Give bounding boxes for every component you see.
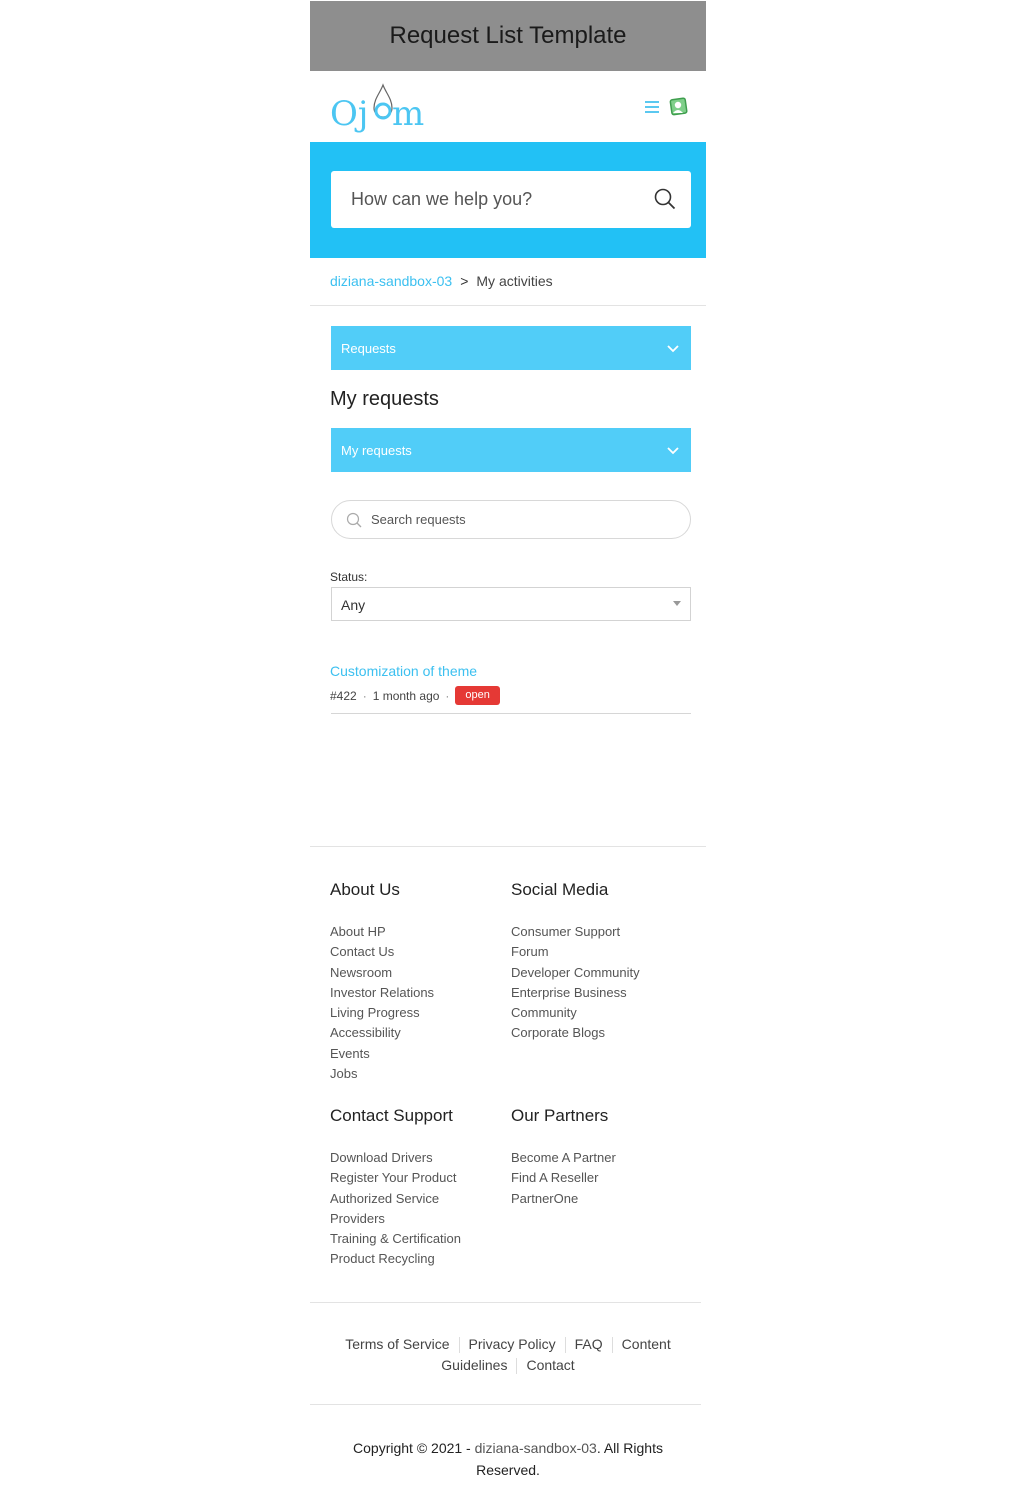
footer-link[interactable]: Living Progress bbox=[330, 1005, 420, 1021]
copyright-site-link[interactable]: diziana-sandbox-03 bbox=[474, 1440, 597, 1456]
footer-link[interactable]: Become A Partner bbox=[511, 1150, 616, 1165]
svg-text:m: m bbox=[392, 94, 425, 133]
faq-link[interactable]: FAQ bbox=[574, 1336, 603, 1352]
legal-divider-bottom bbox=[310, 1404, 701, 1405]
page-title: My requests bbox=[330, 388, 439, 410]
breadcrumb-divider bbox=[310, 305, 706, 306]
legal-divider-top bbox=[310, 1302, 701, 1303]
status-select-value: Any bbox=[341, 597, 366, 613]
footer-link[interactable]: About HP bbox=[330, 924, 386, 939]
footer-link[interactable]: Accessibility bbox=[330, 1025, 401, 1041]
activities-select[interactable] bbox=[331, 326, 691, 370]
requests-filter-value: My requests bbox=[341, 443, 412, 458]
user-menu-button[interactable] bbox=[668, 96, 690, 123]
footer-link[interactable]: Providers bbox=[330, 1210, 385, 1226]
footer-heading: Social Media bbox=[511, 880, 609, 899]
request-divider bbox=[331, 713, 691, 714]
footer-link[interactable]: Events bbox=[330, 1045, 370, 1061]
svg-text:Oj: Oj bbox=[330, 94, 369, 133]
search-icon[interactable] bbox=[653, 187, 677, 216]
footer-link[interactable]: Investor Relations bbox=[330, 984, 435, 1000]
terms-link[interactable]: Terms of Service bbox=[345, 1336, 450, 1352]
footer-link[interactable]: Training & Certification bbox=[330, 1231, 462, 1247]
template-banner bbox=[310, 1, 706, 71]
user-icon bbox=[668, 96, 690, 118]
footer-link[interactable]: PartnerOne bbox=[511, 1190, 579, 1206]
privacy-link[interactable]: Privacy Policy bbox=[468, 1336, 556, 1352]
chevron-down-icon bbox=[667, 342, 679, 357]
activities-select-value: Requests bbox=[341, 341, 396, 356]
hamburger-icon bbox=[645, 101, 659, 113]
content-guidelines-link[interactable]: Content Guidelines bbox=[441, 1336, 671, 1373]
footer-link[interactable]: Forum bbox=[511, 944, 549, 960]
caret-down-icon bbox=[673, 601, 681, 606]
footer-link[interactable]: Authorized Service bbox=[330, 1190, 440, 1206]
hero-search-input[interactable] bbox=[331, 171, 691, 228]
page-frame bbox=[310, 1, 706, 1497]
status-label: Status: bbox=[330, 570, 368, 584]
footer-link[interactable]: Product Recycling bbox=[330, 1251, 435, 1267]
footer-link[interactable]: Corporate Blogs bbox=[511, 1025, 605, 1041]
breadcrumb-separator: > bbox=[460, 273, 469, 289]
breadcrumb-current: My activities bbox=[476, 273, 553, 289]
request-title-link[interactable]: Customization of theme bbox=[330, 663, 478, 679]
status-select[interactable] bbox=[331, 587, 691, 621]
footer-column-contact-support bbox=[330, 1106, 500, 1270]
contact-link[interactable]: Contact bbox=[526, 1357, 575, 1373]
search-requests-input[interactable] bbox=[331, 500, 691, 539]
footer-link[interactable]: Community bbox=[511, 1005, 577, 1021]
footer-link[interactable]: Newsroom bbox=[330, 964, 393, 980]
footer-link[interactable]: Consumer Support bbox=[511, 924, 621, 939]
footer-link[interactable]: Download Drivers bbox=[330, 1150, 433, 1165]
search-requests-placeholder: Search requests bbox=[371, 512, 466, 527]
requests-filter-select[interactable] bbox=[331, 428, 691, 472]
logo-icon bbox=[330, 81, 430, 133]
request-age: 1 month ago bbox=[372, 688, 440, 703]
status-badge: open bbox=[455, 686, 499, 705]
chevron-down-icon bbox=[667, 444, 679, 459]
footer-column-partners bbox=[511, 1106, 691, 1209]
menu-button[interactable] bbox=[645, 101, 659, 116]
footer-link[interactable]: Enterprise Business bbox=[511, 984, 627, 1000]
banner-title: Request List Template bbox=[389, 22, 627, 49]
footer-heading: Our Partners bbox=[511, 1106, 609, 1125]
footer-column-social bbox=[511, 880, 691, 1044]
copyright-prefix: Copyright © 2021 - bbox=[353, 1440, 475, 1456]
legal-links bbox=[320, 1334, 696, 1376]
footer-link[interactable]: Contact Us bbox=[330, 944, 395, 960]
footer-link[interactable]: Find A Reseller bbox=[511, 1170, 599, 1186]
copyright-suffix: . All Rights Reserved. bbox=[476, 1440, 663, 1478]
footer-link[interactable]: Developer Community bbox=[511, 964, 640, 980]
footer-divider bbox=[310, 846, 706, 847]
meta-separator: · bbox=[362, 688, 367, 703]
hero-search-placeholder: How can we help you? bbox=[351, 189, 533, 209]
copyright bbox=[330, 1437, 686, 1481]
request-meta bbox=[330, 686, 500, 705]
meta-separator: · bbox=[445, 688, 450, 703]
search-icon bbox=[346, 512, 362, 531]
breadcrumb-home-link[interactable]: diziana-sandbox-03 bbox=[330, 273, 453, 289]
hero-search-section bbox=[310, 142, 706, 258]
footer-link[interactable]: Jobs bbox=[330, 1066, 358, 1082]
footer-column-about bbox=[330, 880, 500, 1084]
breadcrumb bbox=[330, 273, 553, 289]
footer-heading: Contact Support bbox=[330, 1106, 453, 1125]
site-logo[interactable] bbox=[330, 81, 430, 138]
footer-link[interactable]: Register Your Product bbox=[330, 1170, 457, 1186]
footer-heading: About Us bbox=[330, 880, 400, 899]
request-id: #422 bbox=[330, 688, 357, 703]
